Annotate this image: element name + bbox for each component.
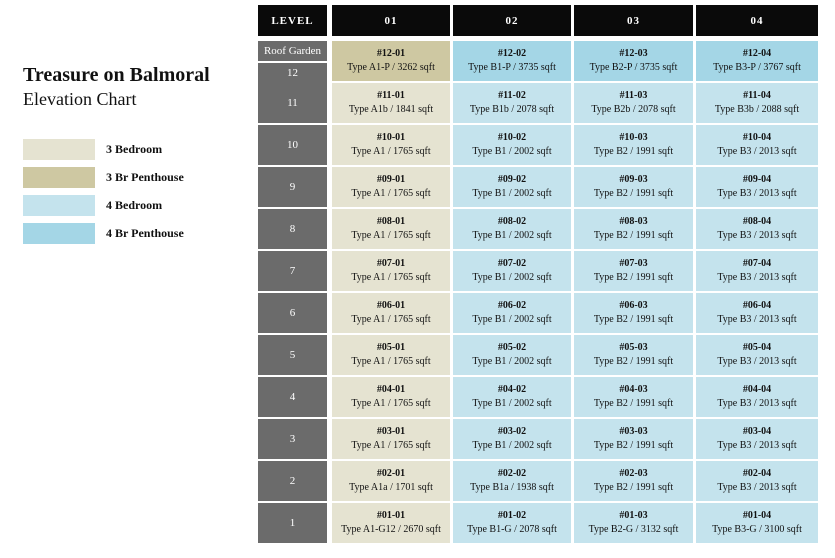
unit-number: #07-02: [497, 258, 527, 269]
unit-type-size: Type B3 / 2013 sqft: [717, 482, 797, 493]
unit-number: #12-04: [742, 48, 772, 59]
unit-type-size: Type A1-G12 / 2670 sqft: [341, 524, 441, 535]
unit-number: #02-04: [742, 468, 772, 479]
unit-number: #06-03: [619, 300, 648, 311]
unit-type-size: Type B2b / 2078 sqft: [591, 104, 676, 115]
header-level: LEVEL: [258, 5, 327, 36]
unit-type-size: Type B1-P / 3735 sqft: [468, 62, 556, 73]
unit-cell[interactable]: [332, 461, 450, 501]
unit-type-size: Type B2 / 1991 sqft: [593, 356, 674, 367]
unit-type-size: Type A1b / 1841 sqft: [348, 104, 434, 115]
roof-garden-label: Roof Garden: [258, 41, 327, 61]
unit-cell[interactable]: [574, 503, 693, 543]
legend-swatch: [23, 195, 95, 216]
legend-label: 4 Br Penthouse: [106, 226, 184, 240]
unit-number: #12-02: [497, 48, 527, 59]
unit-type-size: Type B1a / 1938 sqft: [470, 482, 554, 493]
unit-type-size: Type B3 / 2013 sqft: [717, 146, 797, 157]
unit-type-size: Type B1 / 2002 sqft: [472, 356, 552, 367]
unit-type-size: Type B1 / 2002 sqft: [472, 314, 552, 325]
unit-type-size: Type A1 / 1765 sqft: [351, 146, 431, 157]
unit-cell[interactable]: [332, 209, 450, 249]
unit-cell[interactable]: [574, 293, 693, 333]
unit-cell[interactable]: [453, 503, 571, 543]
unit-cell[interactable]: [574, 335, 693, 375]
unit-cell[interactable]: [696, 503, 818, 543]
unit-type-size: Type B2-G / 3132 sqft: [588, 524, 679, 535]
page-title: Treasure on Balmoral: [23, 64, 210, 86]
level-label: 6: [258, 293, 327, 333]
unit-cell[interactable]: [574, 167, 693, 207]
unit-type-size: Type B1 / 2002 sqft: [472, 440, 552, 451]
level-label: 9: [258, 167, 327, 207]
unit-cell[interactable]: [332, 251, 450, 291]
unit-type-size: Type B1 / 2002 sqft: [472, 188, 552, 199]
unit-cell[interactable]: [453, 377, 571, 417]
unit-cell[interactable]: [574, 461, 693, 501]
unit-cell[interactable]: [453, 41, 571, 81]
unit-cell[interactable]: [574, 125, 693, 165]
level-label: 11: [258, 83, 327, 123]
unit-type-size: Type B2 / 1991 sqft: [593, 188, 674, 199]
unit-cell[interactable]: [453, 167, 571, 207]
unit-number: #10-02: [497, 132, 527, 143]
unit-number: #10-03: [619, 132, 648, 143]
unit-number: #11-02: [498, 90, 526, 101]
unit-type-size: Type B2 / 1991 sqft: [593, 440, 674, 451]
unit-type-size: Type B1 / 2002 sqft: [472, 146, 552, 157]
unit-number: #06-02: [497, 300, 527, 311]
unit-cell[interactable]: [696, 209, 818, 249]
unit-cell[interactable]: [696, 251, 818, 291]
unit-cell[interactable]: [453, 125, 571, 165]
unit-number: #09-02: [497, 174, 527, 185]
unit-number: #05-04: [742, 342, 772, 353]
unit-type-size: Type A1 / 1765 sqft: [351, 314, 431, 325]
unit-number: #04-01: [376, 384, 406, 395]
unit-type-size: Type A1 / 1765 sqft: [351, 272, 431, 283]
legend-label: 3 Bedroom: [106, 142, 163, 156]
unit-number: #01-03: [619, 510, 648, 521]
unit-number: #06-01: [376, 300, 406, 311]
unit-cell[interactable]: [696, 335, 818, 375]
legend-label: 3 Br Penthouse: [106, 170, 184, 184]
header-stack-2: 02: [453, 5, 571, 36]
unit-cell[interactable]: [696, 461, 818, 501]
unit-number: #03-02: [497, 426, 527, 437]
unit-type-size: Type A1 / 1765 sqft: [351, 398, 431, 409]
unit-number: #11-03: [619, 90, 648, 101]
unit-number: #05-03: [619, 342, 648, 353]
legend-swatch: [23, 167, 95, 188]
level-label: 12: [258, 63, 327, 83]
unit-type-size: Type A1 / 1765 sqft: [351, 440, 431, 451]
header-stack-3: 03: [574, 5, 693, 36]
unit-type-size: Type B2-P / 3735 sqft: [589, 62, 678, 73]
unit-number: #01-02: [497, 510, 527, 521]
elevation-grid: [258, 5, 818, 553]
unit-number: #07-01: [376, 258, 406, 269]
level-label: 4: [258, 377, 327, 417]
unit-type-size: Type B3 / 2013 sqft: [717, 188, 797, 199]
unit-cell[interactable]: [332, 377, 450, 417]
unit-number: #02-03: [619, 468, 648, 479]
unit-number: #08-03: [619, 216, 648, 227]
unit-number: #04-02: [497, 384, 527, 395]
unit-cell[interactable]: [574, 41, 693, 81]
unit-number: #09-04: [742, 174, 772, 185]
unit-type-size: Type B3b / 2088 sqft: [714, 104, 800, 115]
unit-number: #04-03: [619, 384, 648, 395]
unit-cell[interactable]: [332, 335, 450, 375]
unit-cell[interactable]: [574, 419, 693, 459]
unit-cell[interactable]: [453, 293, 571, 333]
unit-type-size: Type B3 / 2013 sqft: [717, 356, 797, 367]
level-label: 5: [258, 335, 327, 375]
unit-cell[interactable]: [453, 419, 571, 459]
unit-number: #07-03: [619, 258, 648, 269]
legend-swatch: [23, 223, 95, 244]
level-label: 1: [258, 503, 327, 543]
unit-number: #11-04: [743, 90, 771, 101]
unit-cell[interactable]: [332, 167, 450, 207]
unit-type-size: Type B2 / 1991 sqft: [593, 398, 674, 409]
unit-cell[interactable]: [696, 83, 818, 123]
unit-cell[interactable]: [453, 335, 571, 375]
title-block: [23, 63, 210, 111]
unit-type-size: Type B1b / 2078 sqft: [469, 104, 555, 115]
unit-number: #05-02: [497, 342, 527, 353]
unit-cell[interactable]: [696, 167, 818, 207]
page-subtitle: Elevation Chart: [23, 89, 137, 109]
level-label: 7: [258, 251, 327, 291]
unit-type-size: Type B1-G / 2078 sqft: [467, 524, 557, 535]
header-stack-1: 01: [332, 5, 450, 36]
unit-type-size: Type B2 / 1991 sqft: [593, 314, 674, 325]
unit-cell[interactable]: [453, 251, 571, 291]
legend-label: 4 Bedroom: [106, 198, 163, 212]
unit-number: #01-04: [742, 510, 772, 521]
level-label: 8: [258, 209, 327, 249]
unit-type-size: Type B1 / 2002 sqft: [472, 272, 552, 283]
legend-swatch: [23, 139, 95, 160]
unit-number: #03-01: [376, 426, 406, 437]
unit-number: #03-04: [742, 426, 772, 437]
unit-type-size: Type B3 / 2013 sqft: [717, 314, 797, 325]
unit-cell[interactable]: [574, 209, 693, 249]
unit-cell[interactable]: [332, 503, 450, 543]
unit-cell[interactable]: [453, 83, 571, 123]
unit-type-size: Type B2 / 1991 sqft: [593, 272, 674, 283]
unit-type-size: Type B1 / 2002 sqft: [472, 398, 552, 409]
unit-cell[interactable]: [453, 461, 571, 501]
unit-type-size: Type B2 / 1991 sqft: [593, 482, 674, 493]
unit-cell[interactable]: [574, 83, 693, 123]
unit-type-size: Type A1 / 1765 sqft: [351, 356, 431, 367]
unit-type-size: Type B1 / 2002 sqft: [472, 230, 552, 241]
unit-cell[interactable]: [332, 419, 450, 459]
unit-type-size: Type B3 / 2013 sqft: [717, 272, 797, 283]
unit-cell[interactable]: [574, 377, 693, 417]
unit-type-size: Type A1 / 1765 sqft: [351, 188, 431, 199]
unit-number: #08-02: [497, 216, 527, 227]
unit-number: #10-01: [376, 132, 406, 143]
unit-number: #09-01: [376, 174, 406, 185]
unit-number: #12-01: [376, 48, 406, 59]
unit-number: #08-04: [742, 216, 772, 227]
unit-number: #01-01: [376, 510, 406, 521]
unit-cell[interactable]: [696, 41, 818, 81]
unit-cell[interactable]: [453, 209, 571, 249]
unit-number: #05-01: [376, 342, 406, 353]
unit-type-size: Type A1 / 1765 sqft: [351, 230, 431, 241]
unit-number: #09-03: [619, 174, 648, 185]
unit-number: #10-04: [742, 132, 772, 143]
unit-number: #12-03: [619, 48, 648, 59]
unit-type-size: Type A1a / 1701 sqft: [349, 482, 433, 493]
unit-cell[interactable]: [574, 251, 693, 291]
unit-cell[interactable]: [696, 125, 818, 165]
level-label: 2: [258, 461, 327, 501]
level-label: 3: [258, 419, 327, 459]
unit-cell[interactable]: [696, 377, 818, 417]
level-label: 10: [258, 125, 327, 165]
unit-number: #04-04: [742, 384, 772, 395]
unit-number: #03-03: [619, 426, 648, 437]
unit-number: #07-04: [742, 258, 772, 269]
unit-cell[interactable]: [696, 293, 818, 333]
unit-number: #06-04: [742, 300, 772, 311]
unit-cell[interactable]: [696, 419, 818, 459]
unit-type-size: Type A1-P / 3262 sqft: [347, 62, 435, 73]
unit-type-size: Type B3 / 2013 sqft: [717, 230, 797, 241]
unit-type-size: Type B2 / 1991 sqft: [593, 146, 674, 157]
unit-type-size: Type B2 / 1991 sqft: [593, 230, 674, 241]
unit-type-size: Type B3-P / 3767 sqft: [713, 62, 801, 73]
unit-type-size: Type B3 / 2013 sqft: [717, 398, 797, 409]
header-stack-4: 04: [696, 5, 818, 36]
unit-cell[interactable]: [332, 125, 450, 165]
unit-type-size: Type B3 / 2013 sqft: [717, 440, 797, 451]
unit-cell[interactable]: [332, 293, 450, 333]
unit-number: #11-01: [377, 90, 405, 101]
unit-cell[interactable]: [332, 83, 450, 123]
unit-cell[interactable]: [332, 41, 450, 81]
unit-number: #02-01: [376, 468, 406, 479]
unit-type-size: Type B3-G / 3100 sqft: [712, 524, 802, 535]
unit-number: #08-01: [376, 216, 406, 227]
unit-number: #02-02: [497, 468, 527, 479]
